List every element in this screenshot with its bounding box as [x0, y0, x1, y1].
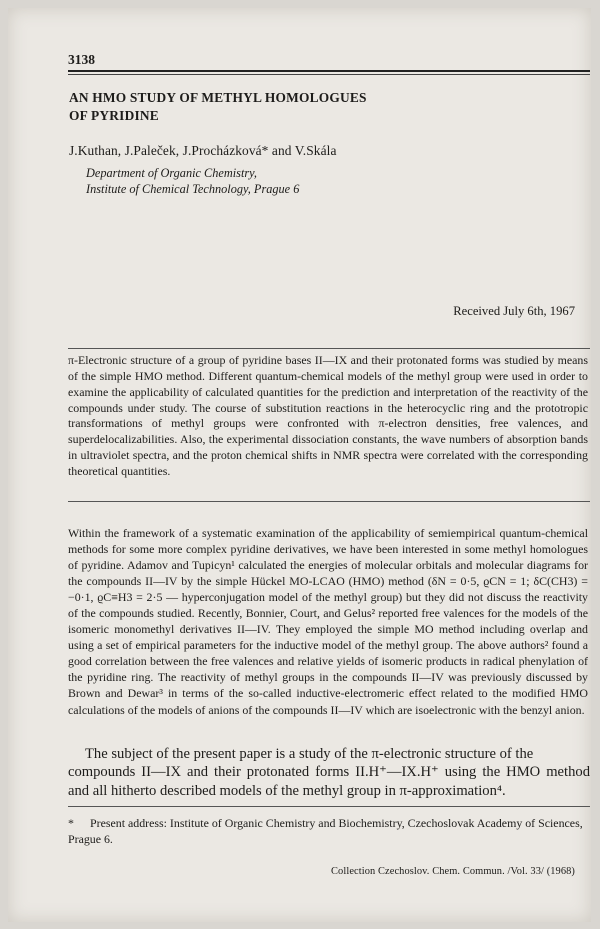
header-rule: [68, 70, 590, 72]
title-line-1: AN HMO STUDY OF METHYL HOMOLOGUES: [69, 90, 367, 105]
received-date: Received July 6th, 1967: [453, 304, 575, 318]
header-rule-thin: [68, 74, 590, 75]
page-number: 3138: [68, 52, 95, 67]
affiliation-line-1: Department of Organic Chemistry,: [86, 166, 258, 180]
paragraph-2-first-line: The subject of the present paper is a study of the π-electronic structure of the: [85, 746, 534, 762]
paragraph-1: Within the framework of a systematic examination of the applicability of semiempirical quantum-chemical methods for some more complex pyridine derivatives, we have been interested in some methyl homologues of pyridine. Adamov and Tupicyn¹ calculated the energies of molecular orbitals and molecular diagrams for the compounds II—IV by the simple Hückel MO-LCAO (HMO) method (δN = 0·5, ϱCN = 1; δC(CH3) = −0·1, ϱC≡H3 = 2·5 — hyperconjugation model of the methyl group) but they did not discuss the reactivity of the compounds studied. Recently, Bonnier, Court, and Gelus² reported free valences for the models of the isomeric monomethyl derivatives II—IV. They employed the simple MO method including overlap and using a set of empirical parameters for the inductive model of the methyl group. The above authors² found a good correlation between the free valences and relative yields of isomeric products in radical phenylation of the pyridine ring. The reactivity of methyl groups in the compounds II—IV was previously discussed by Brown and Dewar³ in terms of the so-called inductive-electromeric effect related to the modified HMO calculations of the models of anions of the compounds II—IV which are isoelectronic with the benzyl anion.: [68, 526, 588, 717]
paper-page: [8, 8, 591, 922]
abstract-rule-top: [68, 348, 590, 349]
footnote-text: Present address: Institute of Organic Chemistry and Biochemistry, Czechoslovak Academy of Sciences, Prague 6.: [68, 816, 583, 846]
affiliation: [86, 165, 299, 197]
footnote: [68, 815, 588, 847]
affiliation-line-2: Institute of Chemical Technology, Prague 6: [86, 182, 300, 196]
article-title: [69, 89, 549, 125]
footnote-rule: [68, 806, 590, 807]
abstract: π-Electronic structure of a group of pyridine bases II—IX and their protonated forms was studied by means of the simple HMO method. Different quantum-chemical models of the methyl group were used in order to examine the applicability of calculated quantities for the prediction and interpretation of the reactivity of the compounds under study. The course of substitution reactions in the heterocyclic ring and the prototropic transformations of methyl groups were confronted with π-electron densities, free valences, and superdelocalizabilities. Also, the experimental dissociation constants, the wave numbers of absorption bands in ultraviolet spectra, and the proton chemical shifts in NMR spectra were correlated with the corresponding theoretical quantities.: [68, 353, 588, 478]
paragraph-2: [68, 745, 590, 800]
title-line-2: OF PYRIDINE: [69, 108, 159, 123]
authors: J.Kuthan, J.Paleček, J.Procházková* and V.Skála: [69, 143, 337, 158]
paragraph-2-rest: compounds II—IX and their protonated forms II.H⁺—IX.H⁺ using the HMO method and all hitherto described models of the methyl group in π-approximation⁴.: [68, 764, 590, 799]
footnote-mark: *: [68, 816, 74, 830]
abstract-rule-bottom: [68, 501, 590, 502]
journal-citation: Collection Czechoslov. Chem. Commun. /Vol. 33/ (1968): [331, 866, 575, 877]
